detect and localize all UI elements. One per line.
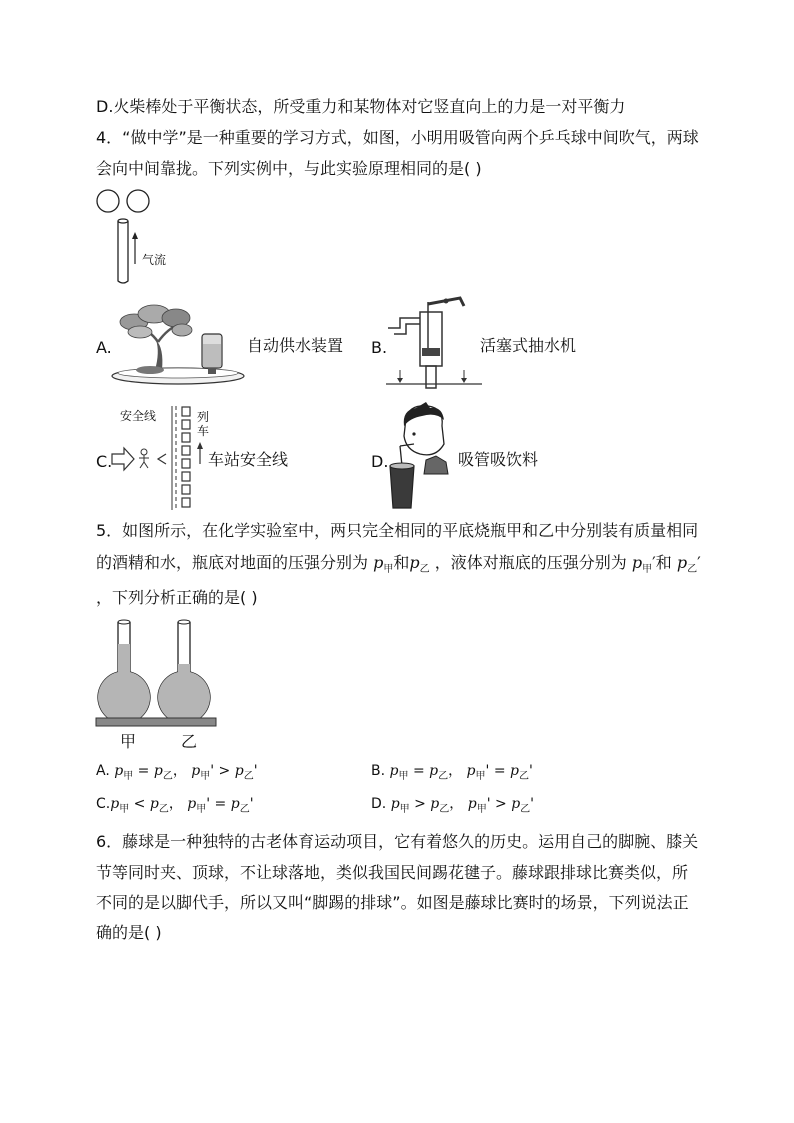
train-label-2: 车 [197, 424, 210, 438]
q4-stem-line2: 会向中间靠拢。下列实例中，与此实验原理相同的是( ) [96, 159, 482, 178]
q4-option-d-text: 吸管吸饮料 [458, 450, 539, 469]
q5-option-d: D. $p_甲 > p_乙$， $p_甲' > p_乙'$ [371, 796, 535, 815]
q4-stem-line1: 4．“做中学”是一种重要的学习方式，如图，小明用吸管向两个乒乓球中间吹气，两球 [96, 128, 699, 147]
q5-option-b: B. $p_甲 = p_乙$， $p_甲' = p_乙'$ [371, 763, 533, 782]
q4-option-a-letter: A. [96, 338, 112, 357]
q4-straw-figure [92, 186, 202, 296]
q3-option-d: D.火柴棒处于平衡状态，所受重力和某物体对它竖直向上的力是一对平衡力 [96, 97, 626, 116]
q4-option-a-text: 自动供水装置 [247, 336, 344, 355]
q4-option-b-text: 活塞式抽水机 [480, 336, 577, 355]
q5-stem-line1: 5．如图所示，在化学实验室中，两只完全相同的平底烧瓶甲和乙中分别装有质量相同 [96, 521, 699, 540]
q4-option-b-letter: B. [371, 338, 388, 357]
q5-stem-line3: ，下列分析正确的是( ) [96, 588, 258, 607]
q4-option-d-letter: D. [371, 452, 389, 471]
pingpong-ball-left [97, 190, 119, 212]
q6-stem-line3: 不同的是以脚代手，所以又叫“脚踢的排球”。如图是藤球比赛时的场景，下列说法正 [96, 893, 689, 912]
q6-stem-line1: 6．藤球是一种独特的古老体育运动项目，它有着悠久的历史。运用自己的脚腕、膝关 [96, 832, 699, 851]
q4-option-c-text: 车站安全线 [208, 450, 289, 469]
q4-option-c-letter: C. [96, 452, 113, 471]
flask-jia-label: 甲 [120, 732, 137, 751]
q5-option-a: A. $p_甲 = p_乙$， $p_甲' > p_乙'$ [96, 763, 258, 782]
safety-line-label: 安全线 [120, 409, 157, 423]
q6-stem-line2: 节等同时夹、顶球，不让球落地，类似我国民间踢花毽子。藤球跟排球比赛类似，所 [96, 863, 689, 882]
airflow-label: 气流 [142, 253, 167, 267]
train-label-1: 列 [197, 410, 210, 424]
piston-pump-figure [384, 294, 484, 394]
straw [118, 221, 128, 283]
pingpong-ball-right [127, 190, 149, 212]
q5-option-c: $C.p_甲 < p_乙$， $p_甲' = p_乙'$ [96, 796, 254, 815]
flasks-figure [94, 616, 218, 732]
drinking-straw-figure [386, 400, 454, 512]
q6-stem-line4: 确的是( ) [96, 923, 162, 942]
station-safety-line-figure [108, 402, 212, 512]
q5-stem-line2: 的酒精和水，瓶底对地面的压强分别为 $p_甲$和$p_乙$ ，液体对瓶底的压强分别为 $p_甲'$和 $p_乙'$ [96, 553, 701, 576]
auto-water-supply-figure [110, 302, 250, 388]
flask-yi-label: 乙 [181, 732, 198, 751]
